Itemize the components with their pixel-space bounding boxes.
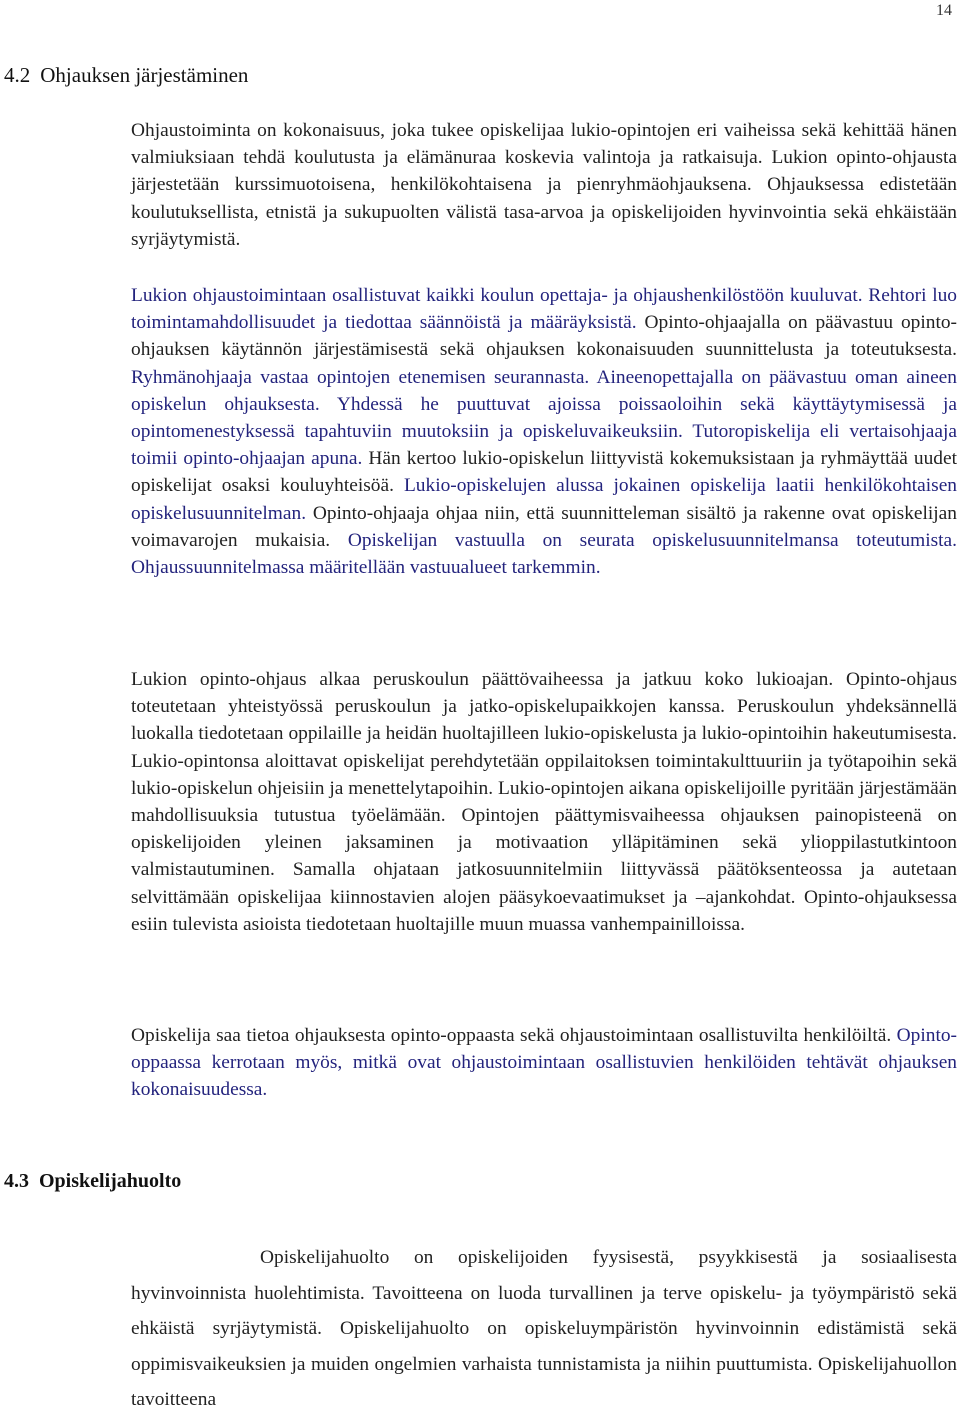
paragraph-text: Opiskelijahuolto on opiskelijoiden fyysisestä, psyykkisestä ja sosiaalisesta hyvinvoinnista huolehtimista. Tavoitteena on luoda turvallinen ja terve opiskelu- ja työympäristö sekä ehkäistä syrjäytymistä. Opiskelijahuolto on opiskeluympäristön hyvinvoinnin edistämistä sekä oppimisvaikeuksien ja muiden ongelmien varhaista tunnistamista ja niihin puuttumista. Opiskelijahuollon tavoitteena <box>131 1247 957 1411</box>
paragraph-ohjaustoimintaan-osallistuvat <box>131 282 957 581</box>
revised-sentence: Lukion ohjaustoimintaan osallistuvat kaikki koulun opettaja- ja ohjaushenkilöstöön kuuluvat. Rehtori luo toimintamahdollisuudet ja tiedottaa säännöistä ja määräyksistä. <box>131 285 957 334</box>
sentence: Opinto-ohjaaja ohjaa niin, että suunnitteleman sisältö ja rakenne ovat opiskelijan voimavarojen mukaisia. <box>131 502 957 551</box>
sentence: Opinto-ohjaajalla on päävastuu opinto-ohjauksen käytännön järjestämisestä sekä ohjauksen kokonaisuuden suunnittelusta ja toteutuksesta. <box>131 312 957 361</box>
revised-sentence: Ryhmänohjaaja vastaa opintojen etenemisen seurannasta. Aineenopettajalla on päävastuu oman aineen opiskelun ohjauksesta. Yhdessä he puuttuvat ajoissa poissaoloihin sekä käyttäytymisessä ja opintomenestyksessä tapahtuviin muutoksiin ja opiskeluvaikeuksiin. Tutoropiskelija eli vertaisohjaaja toimii opinto-ohjaajan apuna. <box>131 366 957 470</box>
page-number: 14 <box>936 2 952 19</box>
paragraph-opinto-ohjaus-alkaa: Lukion opinto-ohjaus alkaa peruskoulun päättövaiheessa ja jatkuu koko lukioajan. Opinto-ohjaus toteutetaan yhteistyössä peruskoulun ja jatko-opiskelupaikkojen kanssa. Peruskoulun yhdeksännellä luokalla tiedotetaan oppilaille ja heidän huoltajilleen lukio-opiskelusta ja lukio-opintoihin hakeutumisesta. Lukio-opintonsa aloittavat opiskelijat perehdytetään oppilaitoksen toimintakulttuuriin ja työtapoihin sekä lukio-opiskelun ohjeisiin ja menettelytapoihin. Lukio-opintojen aikana opiskelijoille pyritään järjestämään mahdollisuuksia tutustua työelämään. Opintojen päättymisvaiheessa ohjauksen painopisteenä on opiskelijoiden yleinen jaksaminen ja motivaation ylläpitäminen sekä ylioppilastutkintoon valmistautuminen. Samalla ohjataan jatkosuunnitelmiin liittyvässä päätöksenteossa ja autetaan selvittämään opiskelijaa kiinnostavien alojen pääsykoevaatimukset ja –ajankohdat. Opinto-ohjauksessa esiin tulevista asioista tiedotetaan huoltajille muun muassa vanhempainilloissa. <box>131 669 957 935</box>
section-title: Ohjauksen järjestäminen <box>40 63 249 87</box>
section-heading-4-2 <box>4 63 248 88</box>
section-number: 4.2 <box>4 63 31 87</box>
section-heading-4-3 <box>4 1170 181 1193</box>
section-number: 4.3 <box>4 1170 29 1192</box>
revised-sentence: Opiskelijan vastuulla on seurata opiskelusuunnitelmansa toteutumista. Ohjaussuunnitelmassa määritellään vastuualueet tarkemmin. <box>131 529 957 579</box>
paragraph-ohjaustoiminta: Ohjaustoiminta on kokonaisuus, joka tukee opiskelijaa lukio-opintojen eri vaiheissa sekä kehittää hänen valmiuksiaan tehdä koulutusta ja elämänuraa koskevia valintoja ja ratkaisuja. Lukion opinto-ohjausta järjestetään kurssimuotoisena, henkilökohtaisena ja pienryhmäohjauksena. Ohjauksessa edistetään koulutuksellista, etnistä ja sukupuolten välistä tasa-arvoa ja opiskelijoiden hyvinvointia sekä ehkäistään syrjäytymistä. <box>131 120 957 250</box>
paragraph-opiskelijahuolto <box>131 1240 957 1418</box>
section-title: Opiskelijahuolto <box>39 1170 182 1192</box>
revised-sentence: Opinto-oppaassa kerrotaan myös, mitkä ovat ohjaustoimintaan osallistuvien henkilöiden tehtävät ohjauksen kokonaisuudessa. <box>131 1025 957 1101</box>
revised-sentence: Lukio-opiskelujen alussa jokainen opiskelija laatii henkilökohtaisen opiskelusuunnitelman. <box>131 475 957 524</box>
paragraph-opiskelija-saa-tietoa <box>131 1022 957 1104</box>
sentence: Opiskelija saa tietoa ohjauksesta opinto-oppaasta sekä ohjaustoimintaan osallistuvilta henkilöiltä. <box>131 1025 892 1046</box>
sentence: Hän kertoo lukio-opiskelun liittyvistä kokemuksistaan ja ryhmäyttää uudet opiskelijat osaksi kouluyhteisöä. <box>131 448 957 497</box>
